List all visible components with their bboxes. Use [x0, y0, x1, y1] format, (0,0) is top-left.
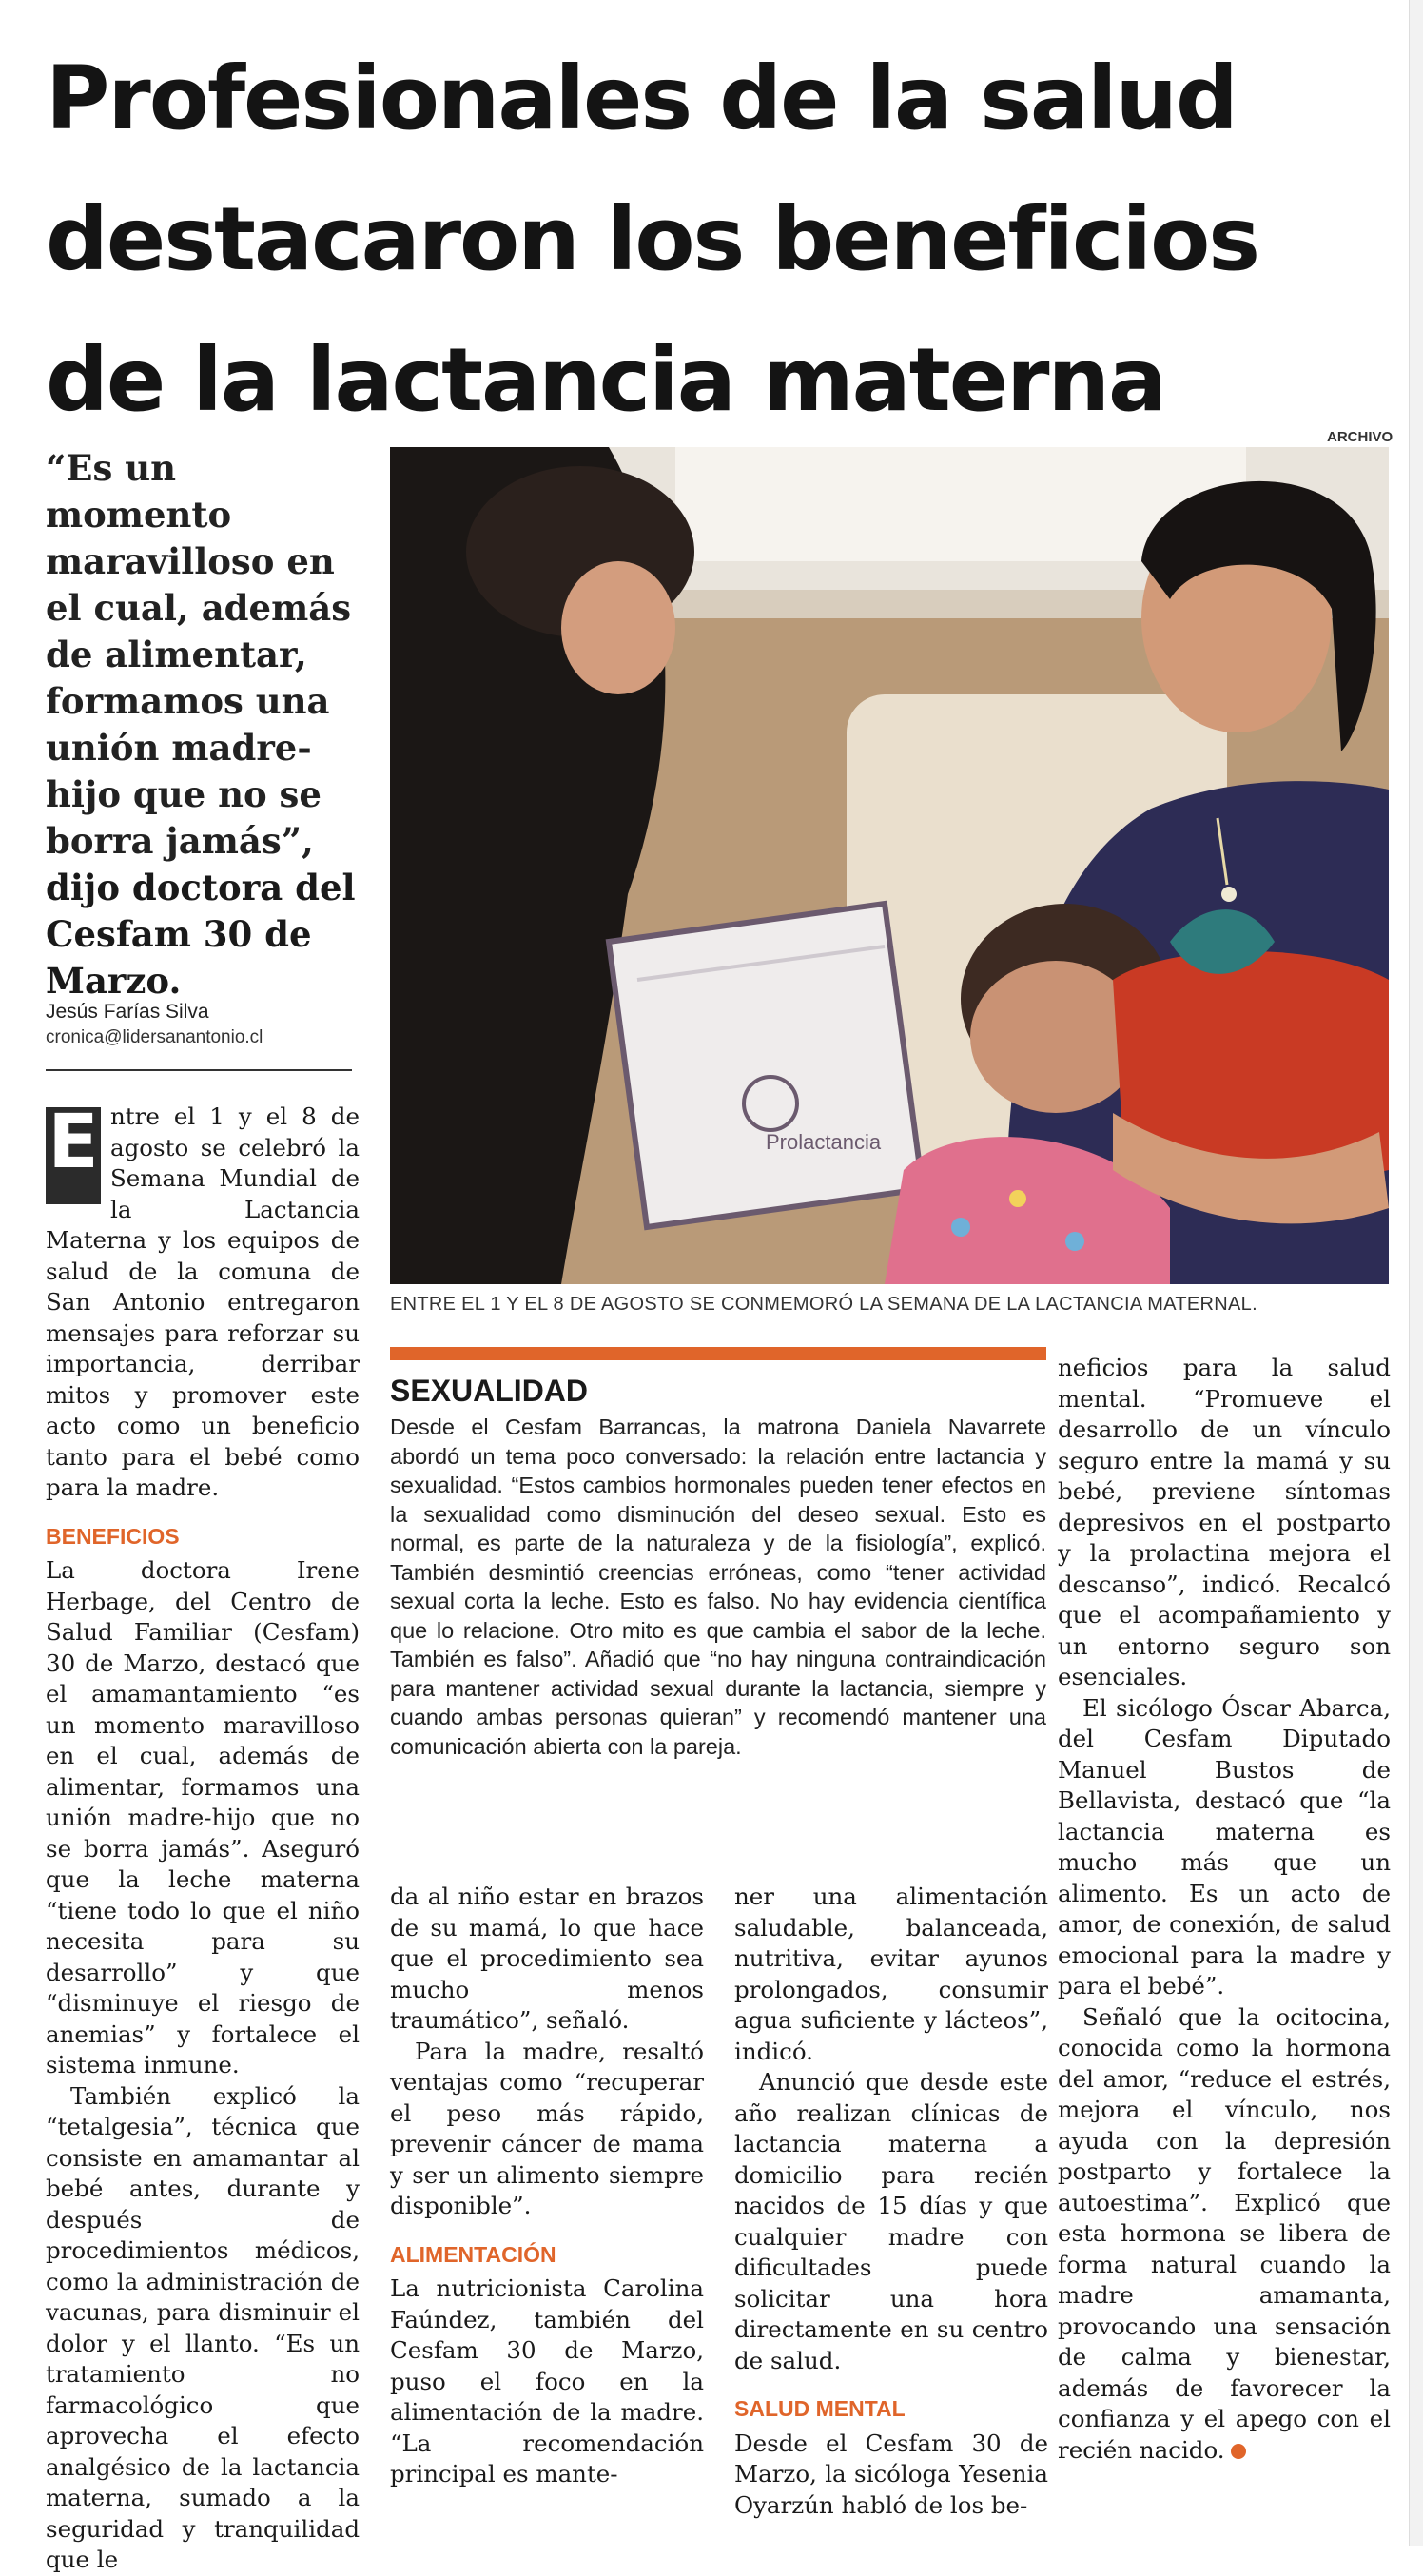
subheading-sexualidad: SEXUALIDAD — [390, 1374, 589, 1408]
column-2 — [390, 1882, 704, 2490]
paragraph: da al niño estar en brazos de su mamá, lo que hace que el procedimiento sea mucho menos traumático”, señaló. — [390, 1883, 704, 2034]
article-end-icon: ✕ — [1231, 2444, 1246, 2459]
breastfeeding-photo-illustration — [390, 447, 1389, 1284]
sexualidad-box — [390, 1374, 1046, 1761]
byline-author: Jesús Farías Silva — [46, 1001, 209, 1023]
headline — [46, 29, 1396, 451]
sexualidad-text: Desde el Cesfam Barrancas, la matrona Daniela Navarrete abordó un tema poco conversado: la relación entre lactancia y sexualidad. “Estos cambios hormonales pueden tener efectos en la sexualidad como disminución del deseo sexual. Esto es normal, es parte de la naturaleza y de la fisiología”, explicó. También desmintió creencias erróneas, como “tener actividad sexual corta la leche. Esto es falso. No hay evidencia científica que lo relacione. Otro mito es que cambia el sabor de la leche. También es falso”. Añadió que “no hay ninguna contraindicación para mantener actividad sexual durante la lactancia, siempre y cuando ambas personas quieran” y recomendó mantener una comunicación abierta con la pareja. — [390, 1415, 1046, 1759]
pull-quote-attribution: dijo doctora del Cesfam 30 de Marzo. — [46, 867, 356, 1002]
paragraph: La nutricionista Carolina Faúndez, también del Cesfam 30 de Marzo, puso el foco en la alimentación de la madre. “La recomendación principal es mante- — [390, 2274, 704, 2488]
pull-quote-text: “Es un momento maravilloso en el cual, además de alimentar, formamos una unión madre-hijo que no se borra jamás”, — [46, 447, 352, 862]
subheading-beneficios: BENEFICIOS — [46, 1523, 180, 1549]
page-edge — [1409, 0, 1423, 2546]
column-3 — [734, 1882, 1048, 2521]
headline-line-1: Profesionales de la salud — [46, 48, 1237, 149]
intro-paragraph — [46, 1102, 360, 1504]
paragraph: neficios para la salud mental. “Promueve el desarrollo de un vínculo seguro entre la mamá y su bebé, previene síntomas depresivos en el postparto y la prolactina mejora el descanso”, indicó. Recalcó que el acompañamiento y un entorno seguro son esenciales. — [1058, 1354, 1391, 1690]
paragraph: Desde el Cesfam 30 de Marzo, la sicóloga Yesenia Oyarzún habló de los be- — [734, 2429, 1048, 2519]
headline-line-2: destacaron los beneficios — [46, 188, 1259, 290]
subheading-alimentacion: ALIMENTACIÓN — [390, 2241, 556, 2267]
paragraph: La doctora Irene Herbage, del Centro de Salud Familiar (Cesfam) 30 de Marzo, destacó que el amamantamiento “es un momento maravilloso en el cual, además de alimentar, formamos una unión madre-hijo que no se borra jamás”. Aseguró que la leche materna “tiene todo lo que el niño necesita para su desarrollo” y que “disminuye el riesgo de anemias” y fortalece el sistema inmune. — [46, 1556, 360, 2078]
subheading-salud-mental: SALUD MENTAL — [734, 2396, 906, 2421]
photo-credit: ARCHIVO — [1327, 429, 1394, 445]
byline-divider — [46, 1069, 352, 1071]
paragraph: Para la madre, resaltó ventajas como “recuperar el peso más rápido, prevenir cáncer de mama y ser un alimento siempre disponible”. — [390, 2037, 704, 2219]
photo-caption: ENTRE EL 1 Y EL 8 DE AGOSTO SE CONMEMORÓ LA SEMANA DE LA LACTANCIA MATERNAL. — [390, 1294, 1257, 1315]
bag-brand-text: Prolactancia — [766, 1130, 882, 1154]
column-1 — [46, 1102, 360, 2576]
pull-quote — [46, 445, 360, 1005]
byline — [46, 1001, 350, 1048]
paragraph: Anunció que desde este año realizan clínicas de lactancia materna a domicilio para recién nacidos de 15 días y que cualquier madre con dificultades puede solicitar una hora directamente en su centro de salud. — [734, 2068, 1048, 2374]
intro-text: ntre el 1 y el 8 de agosto se celebró la Semana Mundial de la Lactancia Materna y los equipos de salud de la comuna de San Antonio entregaron mensajes para reforzar su importancia, derribar mitos y promover este acto como un beneficio tanto para el bebé como para la madre. — [46, 1103, 360, 1501]
paragraph: El sicólogo Óscar Abarca, del Cesfam Diputado Manuel Bustos de Bellavista, destacó que “la lactancia materna es mucho más que un alimento. Es un acto de amor, de conexión, de salud emocional para la madre y para el bebé”. — [1058, 1693, 1391, 2000]
section-accent-bar — [390, 1347, 1046, 1360]
headline-line-3: de la lactancia materna — [46, 329, 1166, 431]
paragraph: También explicó la “tetalgesia”, técnica que consiste en amamantar al bebé antes, durante y después de procedimientos médicos, como la administración de vacunas, para disminuir el dolor y el llanto. “Es un tratamiento no farmacológico que aprovecha el efecto analgésico de la lactancia materna, sumado a la seguridad y tranquilidad que le — [46, 2081, 360, 2573]
article-photo — [390, 447, 1389, 1284]
paragraph — [1058, 2002, 1391, 2467]
dropcap: E — [46, 1107, 101, 1204]
column-4 — [1058, 1353, 1391, 2466]
byline-email: cronica@lidersanantonio.cl — [46, 1027, 263, 1047]
paragraph-text: Señaló que la ocitocina, conocida como la hormona del amor, “reduce el estrés, mejora el vínculo, nos ayuda con la depresión postparto y fortalece la autoestima”. Explicó que esta hormona se libera de forma natural cuando la madre amamanta, provocando una sensación de calma y bienestar, además de favorecer la confianza y el apego con el recién nacido. — [1058, 2002, 1391, 2464]
paragraph: ner una alimentación saludable, balanceada, nutritiva, evitar ayunos prolongados, consumir agua suficiente y lácteos”, indicó. — [734, 1883, 1048, 2065]
